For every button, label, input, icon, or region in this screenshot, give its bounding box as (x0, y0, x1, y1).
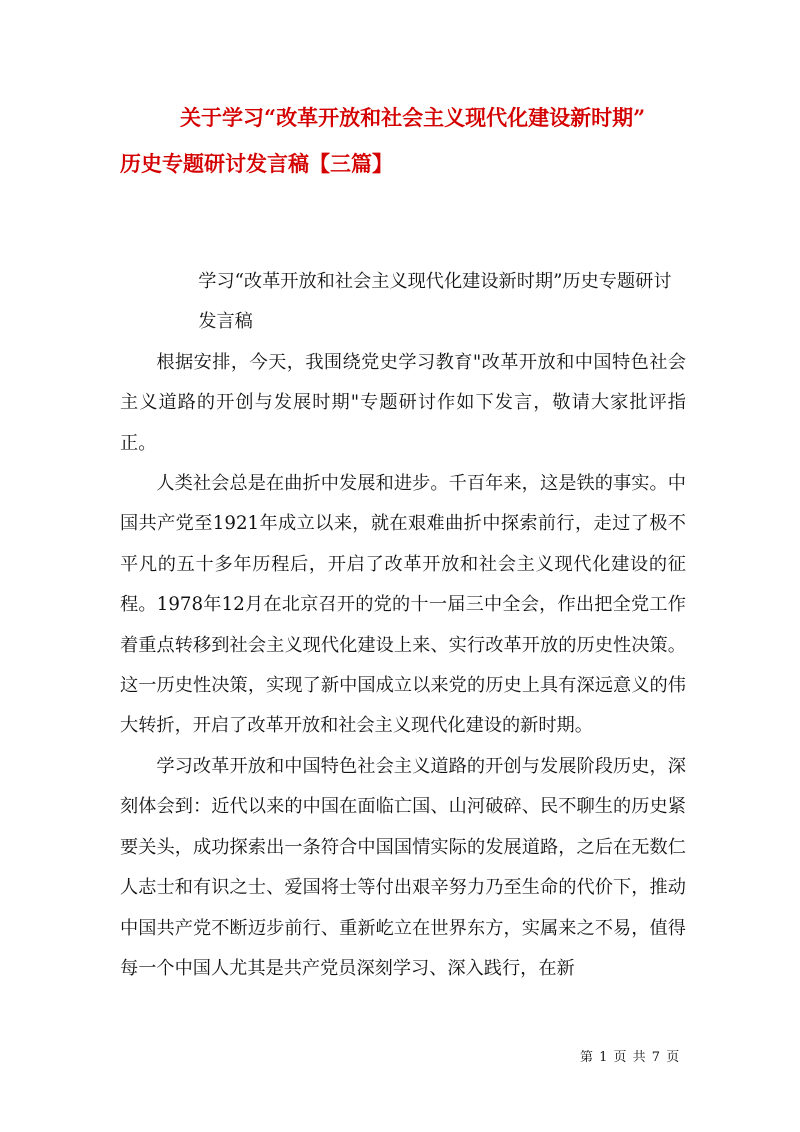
page-number-footer: 第 1 页 共 7 页 (580, 1050, 681, 1065)
document-body (120, 262, 686, 989)
document-title-line-2: 历史专题研讨发言稿【三篇】 (120, 151, 393, 176)
body-paragraph: 根据安排，今天，我围绕党史学习教育"改革开放和中国特色社会主义道路的开创与发展时期"专题研讨作如下发言，敬请大家批评指正。 (120, 351, 686, 454)
document-title-line-1: 关于学习“改革开放和社会主义现代化建设新时期” (180, 105, 646, 130)
body-paragraph: 学习改革开放和中国特色社会主义道路的开创与发展阶段历史，深刻体会到：近代以来的中国在面临亡国、山河破碎、民不聊生的历史紧要关头，成功探索出一条符合中国国情实际的发展道路，之后在无数仁人志士和有识之士、爱国将士等付出艰辛努力乃至生命的代价下，推动中国共产党不断迈步前行、重新屹立在世界东方，实属来之不易，值得每一个中国人尤其是共产党员深刻学习、深入践行，在新 (120, 755, 686, 979)
speech-subtitle: 学习“改革开放和社会主义现代化建设新时期”历史专题研讨发言稿 (198, 271, 672, 333)
body-paragraph: 人类社会总是在曲折中发展和进步。千百年来，这是铁的事实。中国共产党至1921年成立以来，就在艰难曲折中探索前行，走过了极不平凡的五十多年历程后，开启了改革开放和社会主义现代化建设的征程。1978年12月在北京召开的党的十一届三中全会，作出把全党工作着重点转移到社会主义现代化建设上来、实行改革开放的历史性决策。这一历史性决策，实现了新中国成立以来党的历史上具有深远意义的伟大转折，开启了改革开放和社会主义现代化建设的新时期。 (120, 473, 686, 737)
